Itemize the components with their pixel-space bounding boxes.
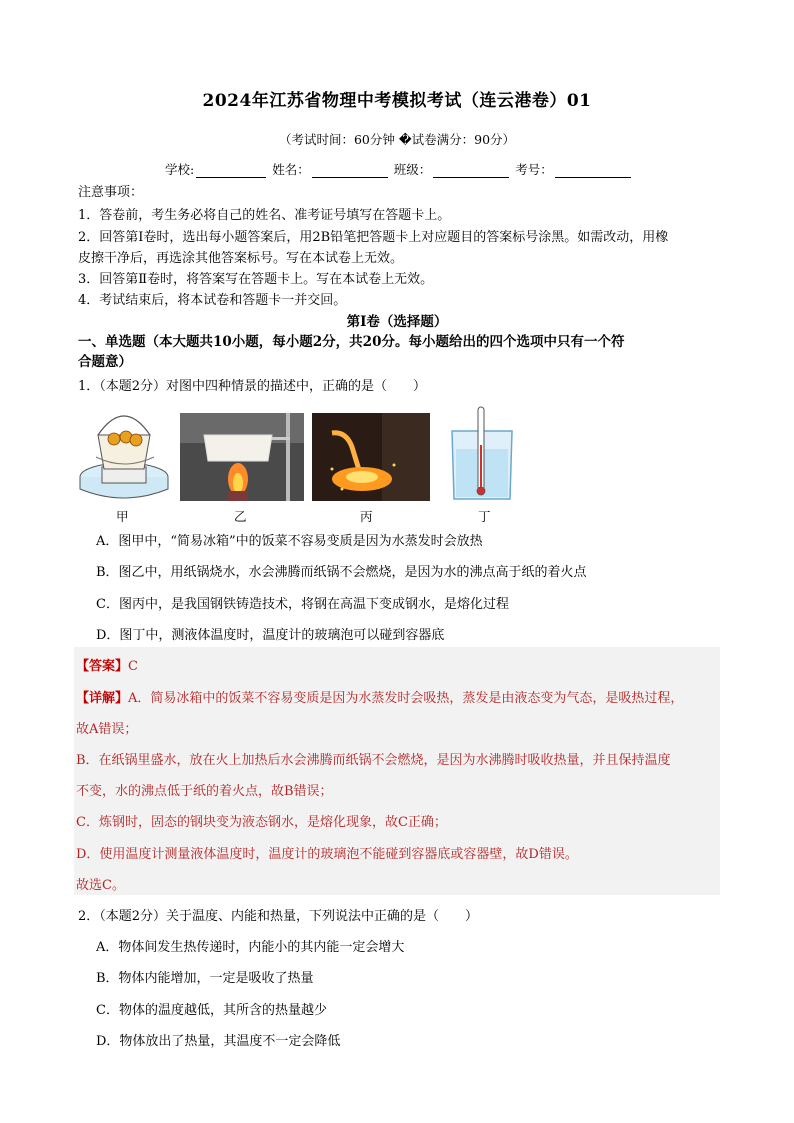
name-label: 姓名： [272, 162, 310, 177]
figure-ding-thermometer-beaker-icon [446, 405, 518, 503]
figure-label-bing: 丙 [360, 509, 373, 524]
q2-option-b: B．物体内能增加，一定是吸收了热量 [96, 971, 314, 986]
q2-option-c: C．物体的温度越低，其所含的热量越少 [96, 1003, 327, 1018]
q1-option-d: D．图丁中，测液体温度时，温度计的玻璃泡可以碰到容器底 [96, 628, 445, 643]
q2-option-a: A．物体间发生热传递时，内能小的其内能一定会增大 [96, 940, 405, 955]
figure-label-yi: 乙 [234, 509, 247, 524]
exam-info: （考试时间：60分钟 �试卷满分：90分） [278, 132, 516, 147]
q1-figures [76, 405, 516, 525]
exam-number-label: 考号： [515, 162, 553, 177]
name-blank [312, 163, 388, 178]
q2-stem: 2．（本题2分）关于温度、内能和热量，下列说法中正确的是（ ） [78, 909, 479, 924]
q2-option-d: D．物体放出了热量，其温度不一定会降低 [96, 1034, 341, 1049]
answer-value: C [128, 659, 138, 674]
class-label: 班级： [393, 162, 432, 177]
school-field [165, 160, 266, 178]
notice-item: 4．考试结束后，将本试卷和答题卡一并交回。 [78, 293, 347, 308]
detail-text: A．简易冰箱中的饭菜不容易变质是因为水蒸发时会吸热，蒸发是由液态变为气态，是吸热过程， [128, 691, 684, 706]
q1-option-b: B．图乙中，用纸锅烧水，水会沸腾而纸锅不会燃烧，是因为水的沸点高于纸的着火点 [96, 565, 587, 580]
notice-item: 3．回答第Ⅱ卷时，将答案写在答题卡上。写在本试卷上无效。 [78, 272, 434, 287]
q1-answer [76, 655, 138, 674]
notice-item: 2．回答第Ⅰ卷时，选出每小题答案后，用2B铅笔把答题卡上对应题目的答案标号涂黑。如需改动，用橡 [78, 230, 669, 245]
q1-detail-line: D．使用温度计测量液体温度时，温度计的玻璃泡不能碰到容器底或容器壁，故D错误。 [76, 847, 578, 862]
figure-yi-paper-pot-icon [180, 413, 304, 501]
figure-label-jia: 甲 [116, 509, 129, 524]
figure-jia-simple-fridge-icon [76, 405, 172, 505]
detail-tag: 【详解】 [76, 691, 129, 706]
section-desc: 合题意） [78, 354, 132, 370]
q1-detail-line: B．在纸锅里盛水，放在火上加热后水会沸腾而纸锅不会燃烧，是因为水沸腾时吸收热量，并且保持温度 [76, 753, 671, 768]
page-title: 2024年江苏省物理中考模拟考试（连云港卷）01 [202, 91, 592, 111]
q1-detail-line: 不变，水的沸点低于纸的着火点，故B错误； [76, 784, 333, 799]
section-desc: 一、单选题（本大题共10小题，每小题2分，共20分。每小题给出的四个选项中只有一个符 [78, 334, 625, 350]
name-field [272, 160, 388, 178]
class-field [394, 160, 510, 178]
section-title: 第Ⅰ卷（选择题） [346, 314, 448, 330]
exam-number-field [515, 160, 631, 178]
q1-stem: 1．（本题2分）对图中四种情景的描述中，正确的是（ ） [78, 379, 427, 394]
q1-detail-line: 故选C。 [76, 878, 125, 893]
school-label: 学校: [165, 162, 195, 177]
q1-detail-line [76, 687, 683, 706]
figure-label-ding: 丁 [478, 509, 491, 524]
q1-detail-line: C．炼钢时，固态的钢块变为液态钢水，是熔化现象，故C正确； [76, 815, 447, 830]
notice-item: 1．答卷前，考生务必将自己的姓名、准考证号填写在答题卡上。 [78, 208, 451, 223]
answer-tag: 【答案】 [76, 659, 129, 674]
figure-bing-steel-casting-icon [312, 413, 430, 501]
q1-option-a: A．图甲中，“简易冰箱”中的饭菜不容易变质是因为水蒸发时会放热 [96, 534, 483, 549]
notice-heading: 注意事项： [78, 185, 144, 200]
q1-detail-line: 故A错误； [76, 722, 138, 737]
school-blank [196, 163, 266, 178]
notice-item: 皮擦干净后，再选涂其他答案标号。写在本试卷上无效。 [78, 251, 404, 266]
student-info-row [165, 160, 637, 178]
q1-option-c: C．图丙中，是我国钢铁铸造技术，将钢在高温下变成钢水，是熔化过程 [96, 597, 509, 612]
class-blank [433, 163, 509, 178]
exam-number-blank [555, 163, 631, 178]
